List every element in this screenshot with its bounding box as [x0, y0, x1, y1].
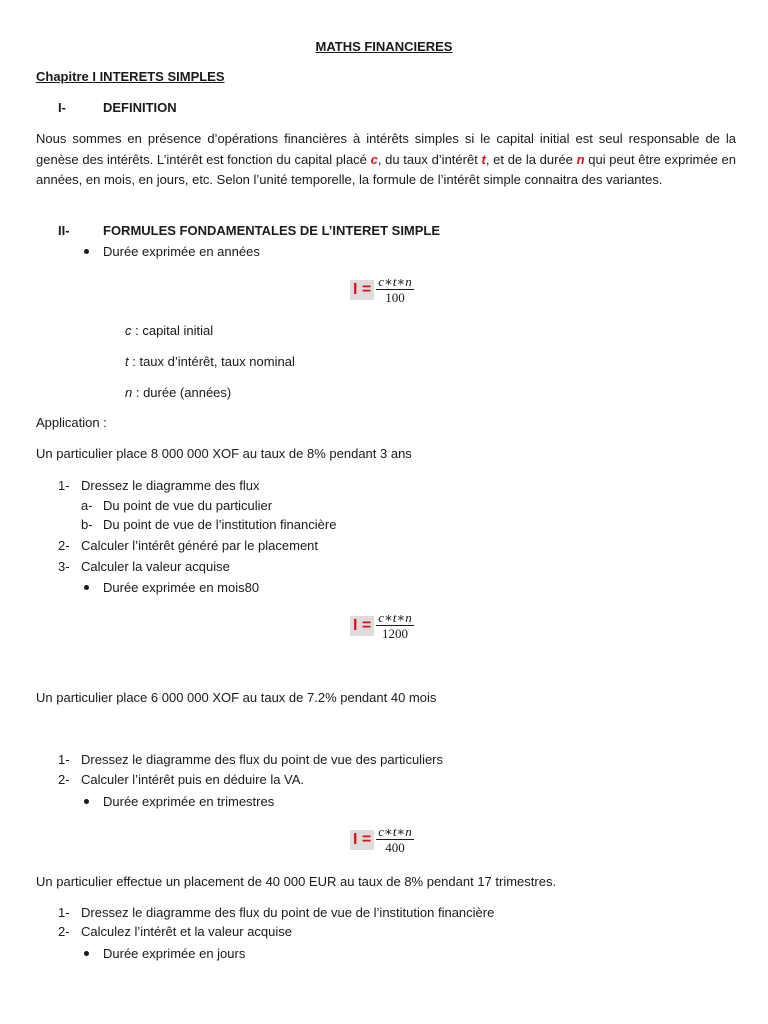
- document-title: MATHS FINANCIERES: [315, 39, 453, 54]
- definition-paragraph: [36, 129, 736, 191]
- legend-text: : capital initial: [131, 323, 214, 338]
- formula-denominator: 1200: [382, 626, 409, 641]
- bullet-dot: [84, 951, 89, 956]
- list-letter: a-: [81, 498, 93, 513]
- list-item: Calculer la valeur acquise: [81, 559, 230, 574]
- list-item: Calculer l’intérêt puis en déduire la VA.: [81, 772, 305, 787]
- variable-t: t: [481, 151, 486, 167]
- legend-text: : taux d’intérêt, taux nominal: [128, 354, 295, 369]
- bullet-item: Durée exprimée en trimestres: [103, 794, 275, 809]
- formula-lhs: I =: [350, 616, 374, 636]
- legend-item: [125, 352, 295, 372]
- list-number: 2-: [58, 538, 70, 553]
- formula-fraction: [376, 275, 414, 305]
- formula-numerator: c∗t∗n: [378, 824, 412, 839]
- list-item: Du point de vue de l’institution financière: [103, 517, 337, 532]
- legend-text: : durée (années): [132, 385, 232, 400]
- formula-years: [350, 275, 414, 305]
- definition-text: , du taux d’intérêt: [377, 151, 482, 167]
- formula-lhs: I =: [350, 830, 374, 850]
- list-item: Calculez l’intérêt et la valeur acquise: [81, 924, 292, 939]
- list-number: 1-: [58, 905, 70, 920]
- list-number: 1-: [58, 752, 70, 767]
- legend-symbol: n: [125, 385, 133, 400]
- list-item: Dressez le diagramme des flux du point de vue de l’institution financière: [81, 905, 495, 920]
- list-item: Dressez le diagramme des flux du point de vue des particuliers: [81, 752, 444, 767]
- section-heading: DEFINITION: [103, 100, 177, 115]
- formula-months: [350, 611, 414, 641]
- list-item: Calculer l’intérêt généré par le placement: [81, 538, 319, 553]
- formula-fraction: [376, 611, 414, 641]
- bullet-dot: [84, 249, 89, 254]
- bullet-item: Durée exprimée en mois80: [103, 580, 260, 595]
- exercise-statement: Un particulier effectue un placement de 40 000 EUR au taux de 8% pendant 17 trimestres.: [36, 874, 557, 889]
- definition-text: Nous sommes en présence d’opérations financières à intérêts simples si le capital initial est seul responsable de la genèse des intérêts. L’intérêt est fonction du capital placé: [36, 131, 736, 167]
- bullet-dot: [84, 799, 89, 804]
- list-number: 2-: [58, 924, 70, 939]
- section-heading: FORMULES FONDAMENTALES DE L’INTERET SIMPLE: [103, 223, 441, 238]
- formula-numerator: c∗t∗n: [378, 610, 412, 625]
- exercise-statement: Un particulier place 6 000 000 XOF au taux de 7.2% pendant 40 mois: [36, 690, 437, 705]
- legend-symbol: c: [125, 323, 132, 338]
- exercise-statement: Un particulier place 8 000 000 XOF au taux de 8% pendant 3 ans: [36, 446, 412, 461]
- section-number: I-: [58, 100, 66, 115]
- definition-text: , et de la durée: [485, 151, 577, 167]
- legend-item: [125, 321, 213, 341]
- formula-denominator: 400: [385, 840, 405, 855]
- list-letter: b-: [81, 517, 93, 532]
- list-number: 3-: [58, 559, 70, 574]
- chapter-heading: Chapitre I INTERETS SIMPLES: [36, 69, 225, 84]
- bullet-item: Durée exprimée en années: [103, 244, 260, 259]
- list-item: Dressez le diagramme des flux: [81, 478, 260, 493]
- formula-lhs: I =: [350, 280, 374, 300]
- list-number: 1-: [58, 478, 70, 493]
- legend-symbol: t: [125, 354, 129, 369]
- bullet-item: Durée exprimée en jours: [103, 946, 246, 961]
- variable-n: n: [576, 151, 585, 167]
- formula-numerator: c∗t∗n: [378, 274, 412, 289]
- list-item: Du point de vue du particulier: [103, 498, 273, 513]
- application-label: Application :: [36, 415, 107, 430]
- list-number: 2-: [58, 772, 70, 787]
- formula-quarters: [350, 825, 414, 855]
- variable-c: c: [370, 151, 378, 167]
- formula-denominator: 100: [385, 290, 405, 305]
- formula-fraction: [376, 825, 414, 855]
- definition-text: qui peut être exprimée en années, en mois, en jours, etc. Selon l’unité temporelle, la formule de l’intérêt simple connaitra des variantes.: [36, 151, 736, 187]
- section-number: II-: [58, 223, 70, 238]
- bullet-dot: [84, 585, 89, 590]
- legend-item: [125, 383, 231, 403]
